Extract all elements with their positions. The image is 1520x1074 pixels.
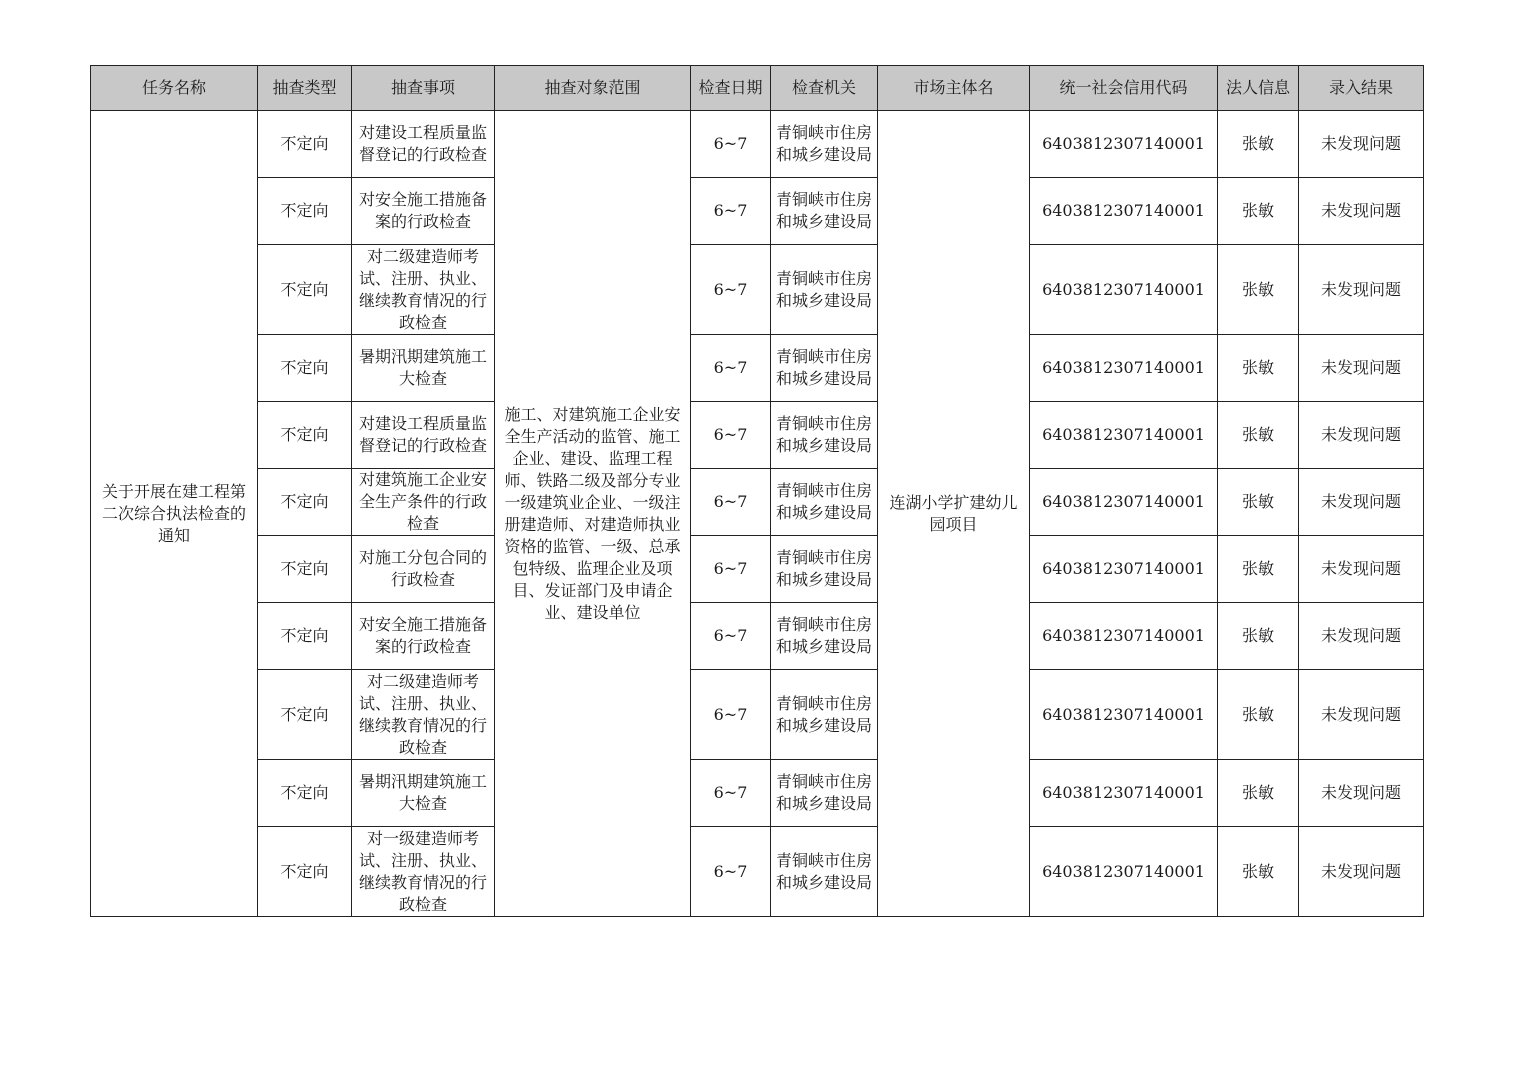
table-row (91, 245, 1424, 335)
credit-code-cell: 6403812307140001 (1030, 402, 1218, 469)
result-cell: 未发现问题 (1299, 111, 1424, 178)
credit-code-cell: 6403812307140001 (1030, 111, 1218, 178)
credit-code-cell: 6403812307140001 (1030, 760, 1218, 827)
legal-person-cell: 张敏 (1218, 335, 1299, 402)
credit-code-cell: 6403812307140001 (1030, 603, 1218, 670)
legal-person-cell: 张敏 (1218, 670, 1299, 760)
result-cell: 未发现问题 (1299, 178, 1424, 245)
check-scope-cell: 施工、对建筑施工企业安全生产活动的监管、施工企业、建设、监理工程师、铁路二级及部分专业一级建筑业企业、一级注册建造师、对建造师执业资格的监管、一级、总承包特级、监理企业及项目、发证部门及申请企业、建设单位 (495, 111, 691, 917)
check-item-cell: 对施工分包合同的行政检查 (352, 536, 495, 603)
table-row (91, 670, 1424, 760)
credit-code-cell: 6403812307140001 (1030, 178, 1218, 245)
check-type-cell: 不定向 (258, 760, 352, 827)
check-type-cell: 不定向 (258, 469, 352, 536)
table-row (91, 760, 1424, 827)
check-type-cell: 不定向 (258, 245, 352, 335)
check-type-cell: 不定向 (258, 178, 352, 245)
market-entity-cell: 连湖小学扩建幼儿园项目 (878, 111, 1030, 917)
check-type-cell: 不定向 (258, 603, 352, 670)
check-date-cell: 6~7 (691, 670, 771, 760)
check-item-cell: 对安全施工措施备案的行政检查 (352, 178, 495, 245)
header-row (91, 66, 1424, 111)
legal-person-cell: 张敏 (1218, 111, 1299, 178)
legal-person-cell: 张敏 (1218, 760, 1299, 827)
check-date-cell: 6~7 (691, 536, 771, 603)
check-date-cell: 6~7 (691, 469, 771, 536)
check-item-cell: 对一级建造师考试、注册、执业、继续教育情况的行政检查 (352, 827, 495, 917)
result-cell: 未发现问题 (1299, 402, 1424, 469)
result-cell: 未发现问题 (1299, 245, 1424, 335)
check-item-cell: 暑期汛期建筑施工大检查 (352, 335, 495, 402)
credit-code-cell: 6403812307140001 (1030, 536, 1218, 603)
check-type-cell: 不定向 (258, 670, 352, 760)
check-date-cell: 6~7 (691, 178, 771, 245)
inspection-table (90, 65, 1424, 917)
check-authority-cell: 青铜峡市住房和城乡建设局 (771, 335, 878, 402)
legal-person-cell: 张敏 (1218, 827, 1299, 917)
check-authority-cell: 青铜峡市住房和城乡建设局 (771, 827, 878, 917)
check-date-cell: 6~7 (691, 603, 771, 670)
check-item-cell: 对建筑施工企业安全生产条件的行政检查 (352, 469, 495, 536)
table-row (91, 111, 1424, 178)
header-result: 录入结果 (1299, 66, 1424, 111)
result-cell: 未发现问题 (1299, 469, 1424, 536)
check-item-cell: 对二级建造师考试、注册、执业、继续教育情况的行政检查 (352, 245, 495, 335)
header-check-scope: 抽查对象范围 (495, 66, 691, 111)
check-date-cell: 6~7 (691, 111, 771, 178)
result-cell: 未发现问题 (1299, 670, 1424, 760)
check-authority-cell: 青铜峡市住房和城乡建设局 (771, 760, 878, 827)
check-item-cell: 暑期汛期建筑施工大检查 (352, 760, 495, 827)
header-credit-code: 统一社会信用代码 (1030, 66, 1218, 111)
legal-person-cell: 张敏 (1218, 245, 1299, 335)
check-date-cell: 6~7 (691, 245, 771, 335)
result-cell: 未发现问题 (1299, 603, 1424, 670)
check-authority-cell: 青铜峡市住房和城乡建设局 (771, 603, 878, 670)
legal-person-cell: 张敏 (1218, 178, 1299, 245)
credit-code-cell: 6403812307140001 (1030, 245, 1218, 335)
check-item-cell: 对二级建造师考试、注册、执业、继续教育情况的行政检查 (352, 670, 495, 760)
credit-code-cell: 6403812307140001 (1030, 670, 1218, 760)
header-check-authority: 检查机关 (771, 66, 878, 111)
table-row (91, 827, 1424, 917)
result-cell: 未发现问题 (1299, 760, 1424, 827)
check-authority-cell: 青铜峡市住房和城乡建设局 (771, 469, 878, 536)
credit-code-cell: 6403812307140001 (1030, 335, 1218, 402)
check-authority-cell: 青铜峡市住房和城乡建设局 (771, 402, 878, 469)
table-row (91, 402, 1424, 469)
check-item-cell: 对建设工程质量监督登记的行政检查 (352, 111, 495, 178)
check-date-cell: 6~7 (691, 335, 771, 402)
task-name-cell: 关于开展在建工程第二次综合执法检查的通知 (91, 111, 258, 917)
result-cell: 未发现问题 (1299, 335, 1424, 402)
check-type-cell: 不定向 (258, 111, 352, 178)
check-date-cell: 6~7 (691, 827, 771, 917)
check-item-cell: 对建设工程质量监督登记的行政检查 (352, 402, 495, 469)
check-type-cell: 不定向 (258, 402, 352, 469)
check-type-cell: 不定向 (258, 827, 352, 917)
table-row (91, 536, 1424, 603)
check-authority-cell: 青铜峡市住房和城乡建设局 (771, 536, 878, 603)
legal-person-cell: 张敏 (1218, 536, 1299, 603)
table-row (91, 335, 1424, 402)
header-check-date: 检查日期 (691, 66, 771, 111)
header-legal-person: 法人信息 (1218, 66, 1299, 111)
table-row (91, 178, 1424, 245)
check-item-cell: 对安全施工措施备案的行政检查 (352, 603, 495, 670)
check-type-cell: 不定向 (258, 335, 352, 402)
table-row (91, 469, 1424, 536)
check-authority-cell: 青铜峡市住房和城乡建设局 (771, 245, 878, 335)
check-date-cell: 6~7 (691, 760, 771, 827)
check-date-cell: 6~7 (691, 402, 771, 469)
header-check-item: 抽查事项 (352, 66, 495, 111)
legal-person-cell: 张敏 (1218, 402, 1299, 469)
check-authority-cell: 青铜峡市住房和城乡建设局 (771, 670, 878, 760)
header-check-type: 抽查类型 (258, 66, 352, 111)
check-authority-cell: 青铜峡市住房和城乡建设局 (771, 178, 878, 245)
header-task-name: 任务名称 (91, 66, 258, 111)
header-market-entity: 市场主体名 (878, 66, 1030, 111)
check-type-cell: 不定向 (258, 536, 352, 603)
credit-code-cell: 6403812307140001 (1030, 827, 1218, 917)
credit-code-cell: 6403812307140001 (1030, 469, 1218, 536)
legal-person-cell: 张敏 (1218, 603, 1299, 670)
check-authority-cell: 青铜峡市住房和城乡建设局 (771, 111, 878, 178)
result-cell: 未发现问题 (1299, 536, 1424, 603)
legal-person-cell: 张敏 (1218, 469, 1299, 536)
result-cell: 未发现问题 (1299, 827, 1424, 917)
table-row (91, 603, 1424, 670)
